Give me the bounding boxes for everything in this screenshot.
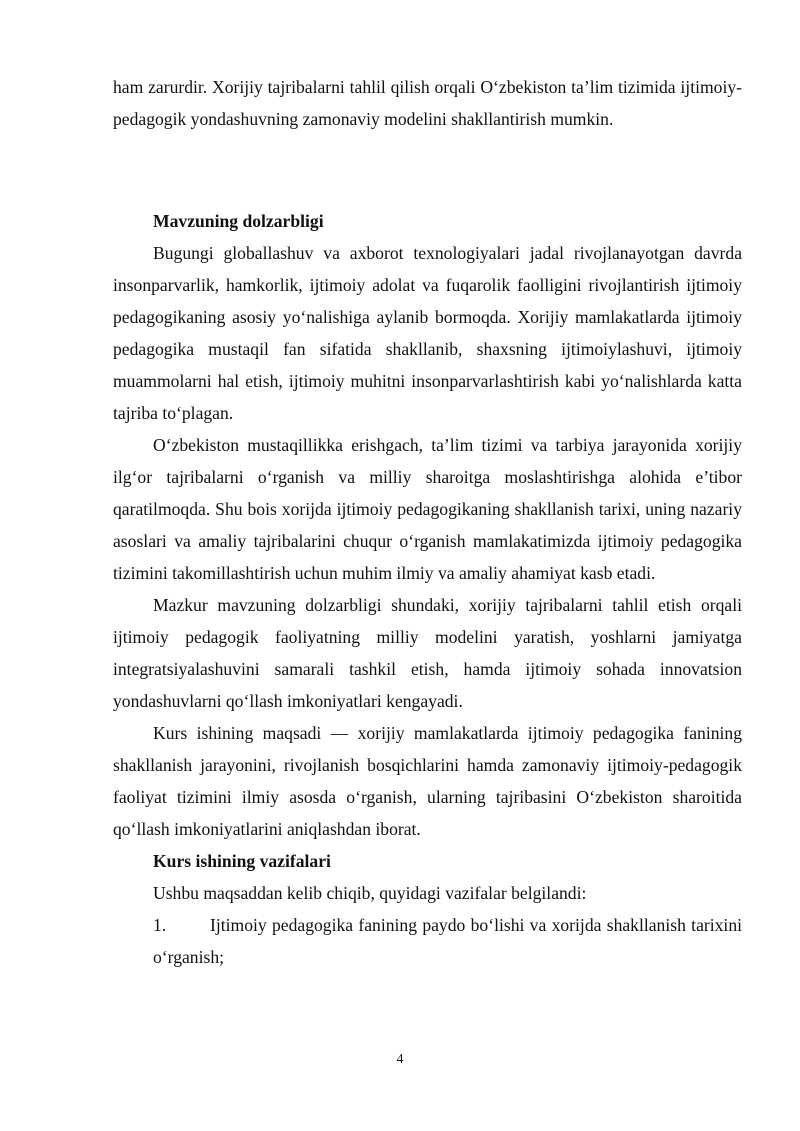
list-item-number: 1.: [153, 915, 167, 935]
list-item: [113, 909, 742, 973]
tasks-intro: Ushbu maqsaddan kelib chiqib, quyidagi vazifalar belgilandi:: [153, 883, 587, 903]
section-heading-relevance: Mavzuning dolzarbligi: [153, 211, 324, 231]
intro-paragraph: ham zarurdir. Xorijiy tajribalarni tahlil qilish orqali O‘zbekiston ta’lim tizimida ijtimoiy-pedagogik yondashuvning zamonaviy modelini shakllantirish mumkin.: [113, 77, 742, 129]
paragraph: O‘zbekiston mustaqillikka erishgach, ta’lim tizimi va tarbiya jarayonida xorijiy ilg‘or tajribalarni o‘rganish va milliy sharoitga moslashtirishga alohida e’tibor qaratilmoqda. Shu bois xorijda ijtimoiy pedagogikaning shakllanish tarixi, uning nazariy asoslari va amaliy tajribalarini chuqur o‘rganish mamlakatimizda ijtimoiy pedagogika tizimini takomillashtirish uchun muhim ilmiy va amaliy ahamiyat kasb etadi.: [113, 435, 742, 583]
list-item-text: Ijtimoiy pedagogika fanining paydo bo‘lishi va xorijda shakllanish tarixini o‘rganish;: [153, 915, 742, 967]
section-gap: [113, 135, 742, 205]
page-content: [113, 71, 742, 973]
paragraph: Mazkur mavzuning dolzarbligi shundaki, xorijiy tajribalarni tahlil etish orqali ijtimoiy pedagogik faoliyatning milliy modelini yaratish, yoshlarni jamiyatga integratsiyalashuvini samarali tashkil etish, hamda ijtimoiy sohada innovatsion yondashuvlarni qo‘llash imkoniyatlari kengayadi.: [113, 595, 742, 711]
paragraph: Bugungi globallashuv va axborot texnologiyalari jadal rivojlanayotgan davrda insonparvarlik, hamkorlik, ijtimoiy adolat va fuqarolik faolligini rivojlantirish ijtimoiy pedagogikaning asosiy yo‘nalishiga aylanib bormoqda. Xorijiy mamlakatlarda ijtimoiy pedagogika mustaqil fan sifatida shakllanib, shaxsning ijtimoiylashuvi, ijtimoiy muammolarni hal etish, ijtimoiy muhitni insonparvarlashtirish kabi yo‘nalishlarda katta tajriba to‘plagan.: [113, 243, 742, 423]
paragraph: Kurs ishining maqsadi — xorijiy mamlakatlarda ijtimoiy pedagogika fanining shakllanish jarayonini, rivojlanish bosqichlarini hamda zamonaviy ijtimoiy-pedagogik faoliyat tizimini ilmiy asosda o‘rganish, ularning tajribasini O‘zbekiston sharoitida qo‘llash imkoniyatlarini aniqlashdan iborat.: [113, 723, 742, 839]
page-number: 4: [396, 1052, 404, 1067]
section-heading-tasks: Kurs ishining vazifalari: [153, 851, 331, 871]
